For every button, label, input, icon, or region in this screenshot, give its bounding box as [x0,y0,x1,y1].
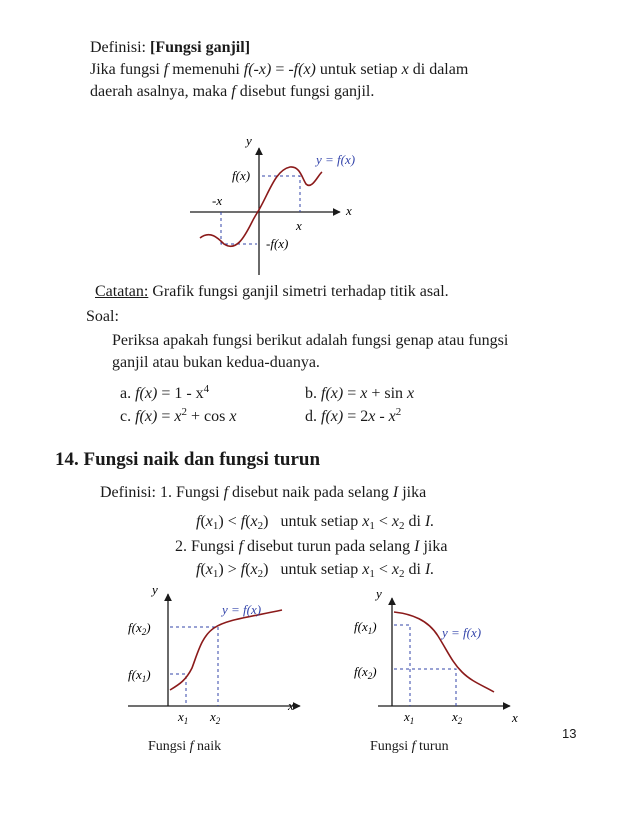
dec-fx2-label [354,664,377,681]
section-def2: 2. Fungsi f disebut turun pada selang I jika [175,538,448,555]
svg-text:x1: $x_1$ [178,709,189,726]
exercise-item-d: d. $f(x) = 2x - x^2$ [305,406,402,425]
svg-text:f(x1): $f(x_1)$ [354,619,377,636]
dec-caption: Fungsi f turun [370,739,449,754]
dec-fx1-label [354,619,377,636]
definition-odd-title [90,38,250,58]
svg-text:f(x2): $f(x_2)$ [354,664,377,681]
odd-guide-positive [262,176,300,212]
dec-x-label: x [512,710,518,725]
svg-text:x2: $x_2$ [210,709,221,726]
odd-xtick-label: x [296,218,302,233]
section-heading: 14. Fungsi naik dan fungsi turun [55,449,321,470]
exercise-item-a: a. $f(x) = 1 - x^4$ [120,383,210,402]
dec-x2-label [451,709,463,726]
svg-text:f(x1): $f(x_1)$ [128,667,151,684]
inc-fx1-label [128,667,151,684]
odd-y-label: y [246,133,252,148]
svg-text:f(x2): $f(x_2)$ [128,620,151,637]
odd-guide-negative [221,212,257,244]
exercise-item-c: c. $f(x) = x^2 + \cos x$ [120,406,237,425]
section-def1: Definisi: 1. Fungsi f disebut naik pada selang I jika [100,484,427,501]
inc-x1-label [177,709,188,726]
svg-text:x2: $x_2$ [452,709,463,726]
dec-curve [394,612,494,692]
exercise-item-b: b. f(x) = x + sin x [305,385,415,402]
dec-curve-label: y = f(x) [442,625,482,640]
dec-guide-x2 [394,669,456,706]
dec-guide-x1 [394,625,410,706]
exercise-label: Soal: [86,308,119,325]
svg-text:x1: $x_1$ [404,709,415,726]
inc-x-label: x [288,698,294,713]
inc-caption: Fungsi f naik [148,739,222,754]
odd-curve [200,167,322,246]
inc-curve [170,610,282,690]
odd-x-label: x [346,203,352,218]
inc-y-label: y [152,582,158,597]
page-number: 13 [562,726,577,741]
inc-curve-label: y = f(x) [222,602,262,617]
definition-label: Definisi: [90,39,150,56]
odd-fx-label: f(x) [232,168,251,183]
inc-x2-label [209,709,221,726]
inc-fx2-label [128,620,151,637]
inc-guide-x1 [170,674,186,706]
exercise-line2: ganjil atau bukan kedua-duanya. [112,354,320,371]
definition-odd-line1: Jika fungsi f memenuhi f(-x) = -f(x) untuk setiap x di dalam [90,61,469,78]
odd-negfx-label: -f(x) [266,236,289,251]
note-text: Grafik fungsi ganjil simetri terhadap titik asal. [148,283,449,300]
definition-name: [Fungsi ganjil] [150,39,251,56]
note-label: Catatan: [95,283,149,300]
section-ineq1: $f(x_1) < f(x_2)$ untuk setiap $x_1 < x_2$ di I. [196,513,435,532]
odd-curve-label: y = f(x) [316,152,356,167]
section-ineq2: $f(x_1) > f(x_2)$ untuk setiap $x_1 < x_2$ di I. [196,561,435,580]
exercise-line1: Periksa apakah fungsi berikut adalah fungsi genap atau fungsi [112,332,509,349]
dec-y-label: y [376,586,382,601]
odd-negx-label: -x [212,193,223,208]
dec-x1-label [403,709,414,726]
definition-odd-line2: daerah asalnya, maka f disebut fungsi ganjil. [90,83,375,100]
note [95,282,449,302]
inc-guide-x2 [170,627,218,706]
